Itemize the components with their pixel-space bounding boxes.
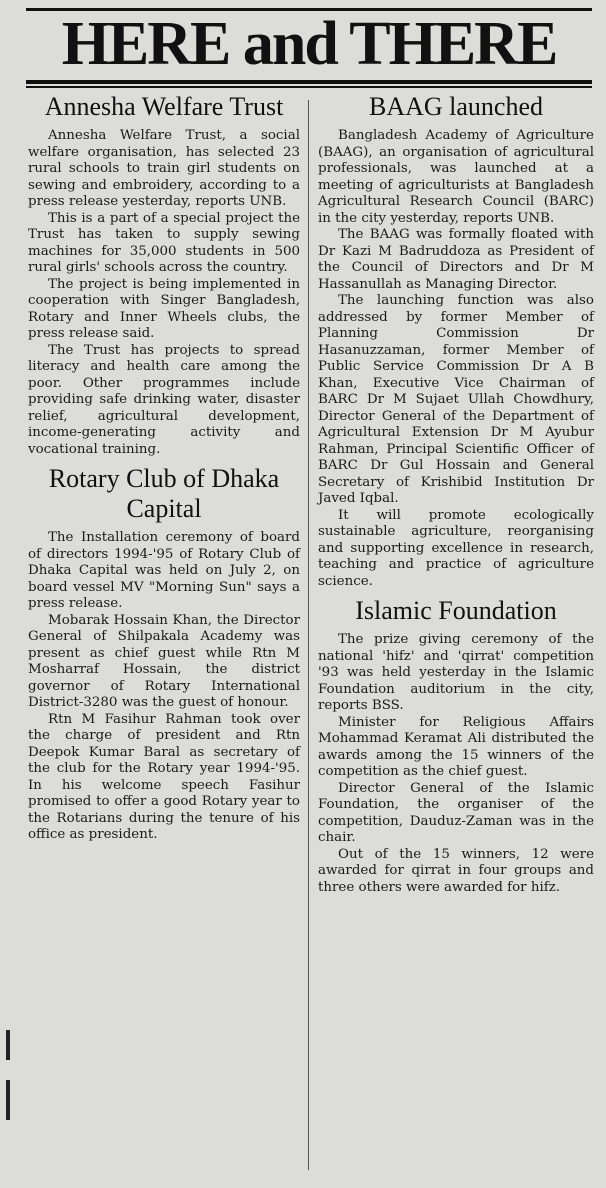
paragraph: The Trust has projects to spread literacy and health care among the poor. Other programmes include providing safe drinking water, disaster relief, agricultural development, income-generating activity and vocational training. [28,342,300,457]
paragraph: Annesha Welfare Trust, a social welfare organisation, has selected 23 rural schools to train girl students on sewing and embroidery, according to a press release yesterday, reports UNB. [28,128,300,209]
margin-mark [6,1030,10,1060]
masthead-rule [26,86,592,88]
paragraph: The prize giving ceremony of the national 'hifz' and 'qirrat' competition '93 was held yesterday in the Islamic Foundation auditorium in the city, reports BSS. [318,632,594,713]
margin-mark [6,1080,10,1120]
paragraph: The BAAG was formally floated with Dr Kazi M Badruddoza as President of the Council of Directors and Dr M Hassanullah as Managing Director. [318,227,594,292]
story-rotary [28,464,300,844]
paragraph: The launching function was also addressed by former Member of Planning Commission Dr Hasanuzzaman, former Member of Public Service Commission Dr A B Khan, Executive Vice Chairman of BARC Dr M Sujaet Ullah Chowdhury, Director General of the Department of Agricultural Extension Dr M Ayubur Rahman, Principal Scientific Officer of BARC Dr Gul Hossain and General Secretary of Krishibid Institution Dr Javed Iqbal. [318,293,594,506]
paragraph: It will promote ecologically sustainable agriculture, reorganising and supporting excellence in research, teaching and practice of agriculture science. [318,507,594,589]
paragraph: Director General of the Islamic Foundation, the organiser of the competition, Dauduz-Zaman was in the chair. [318,780,594,845]
paragraph: Bangladesh Academy of Agriculture (BAAG), an organisation of agricultural professionals, was launched at a meeting of agriculturists at Bangladesh Agricultural Research Council (BARC) in the city yesterday, reports UNB. [318,128,594,226]
paragraph: Mobarak Hossain Khan, the Director General of Shilpakala Academy was present as chief guest while Rtn M Mosharraf Hossain, the district governor of Rotary International District-3280 was the guest of honour. [28,612,300,710]
story-baag [318,92,594,590]
paragraph: Out of the 15 winners, 12 were awarded for qirrat in four groups and three others were awarded for hifz. [318,846,594,895]
masthead [26,8,592,84]
right-column [318,92,594,902]
paragraph: This is a part of a special project the Trust has taken to supply sewing machines for 35,000 students in 500 rural girls' schools across the country. [28,210,300,275]
headline-islamic: Islamic Foundation [355,596,557,625]
headline-rotary: Rotary Club of Dhaka Capital [48,464,280,523]
paragraph: Rtn M Fasihur Rahman took over the charge of president and Rtn Deepok Kumar Baral as secretary of the club for the Rotary year 1994-'95. In his welcome speech Fasihur promised to offer a good Rotary year to the Rotarians during the tenure of his office as president. [28,711,300,842]
paragraph: Minister for Religious Affairs Mohammad Keramat Ali distributed the awards among the 15 winners of the competition as the chief guest. [318,714,594,779]
paragraph: The Installation ceremony of board of directors 1994-'95 of Rotary Club of Dhaka Capital was held on July 2, on board vessel MV "Morning Sun" says a press release. [28,530,300,611]
column-divider [308,100,309,1170]
paragraph: The project is being implemented in cooperation with Singer Bangladesh, Rotary and Inner Wheels clubs, the press release said. [28,276,300,341]
page-title: HERE and THERE [61,10,557,78]
left-column [28,92,300,850]
headline-baag: BAAG launched [368,92,543,121]
headline-annesha: Annesha Welfare Trust [44,92,284,121]
story-annesha [28,92,300,458]
story-islamic [318,596,594,896]
